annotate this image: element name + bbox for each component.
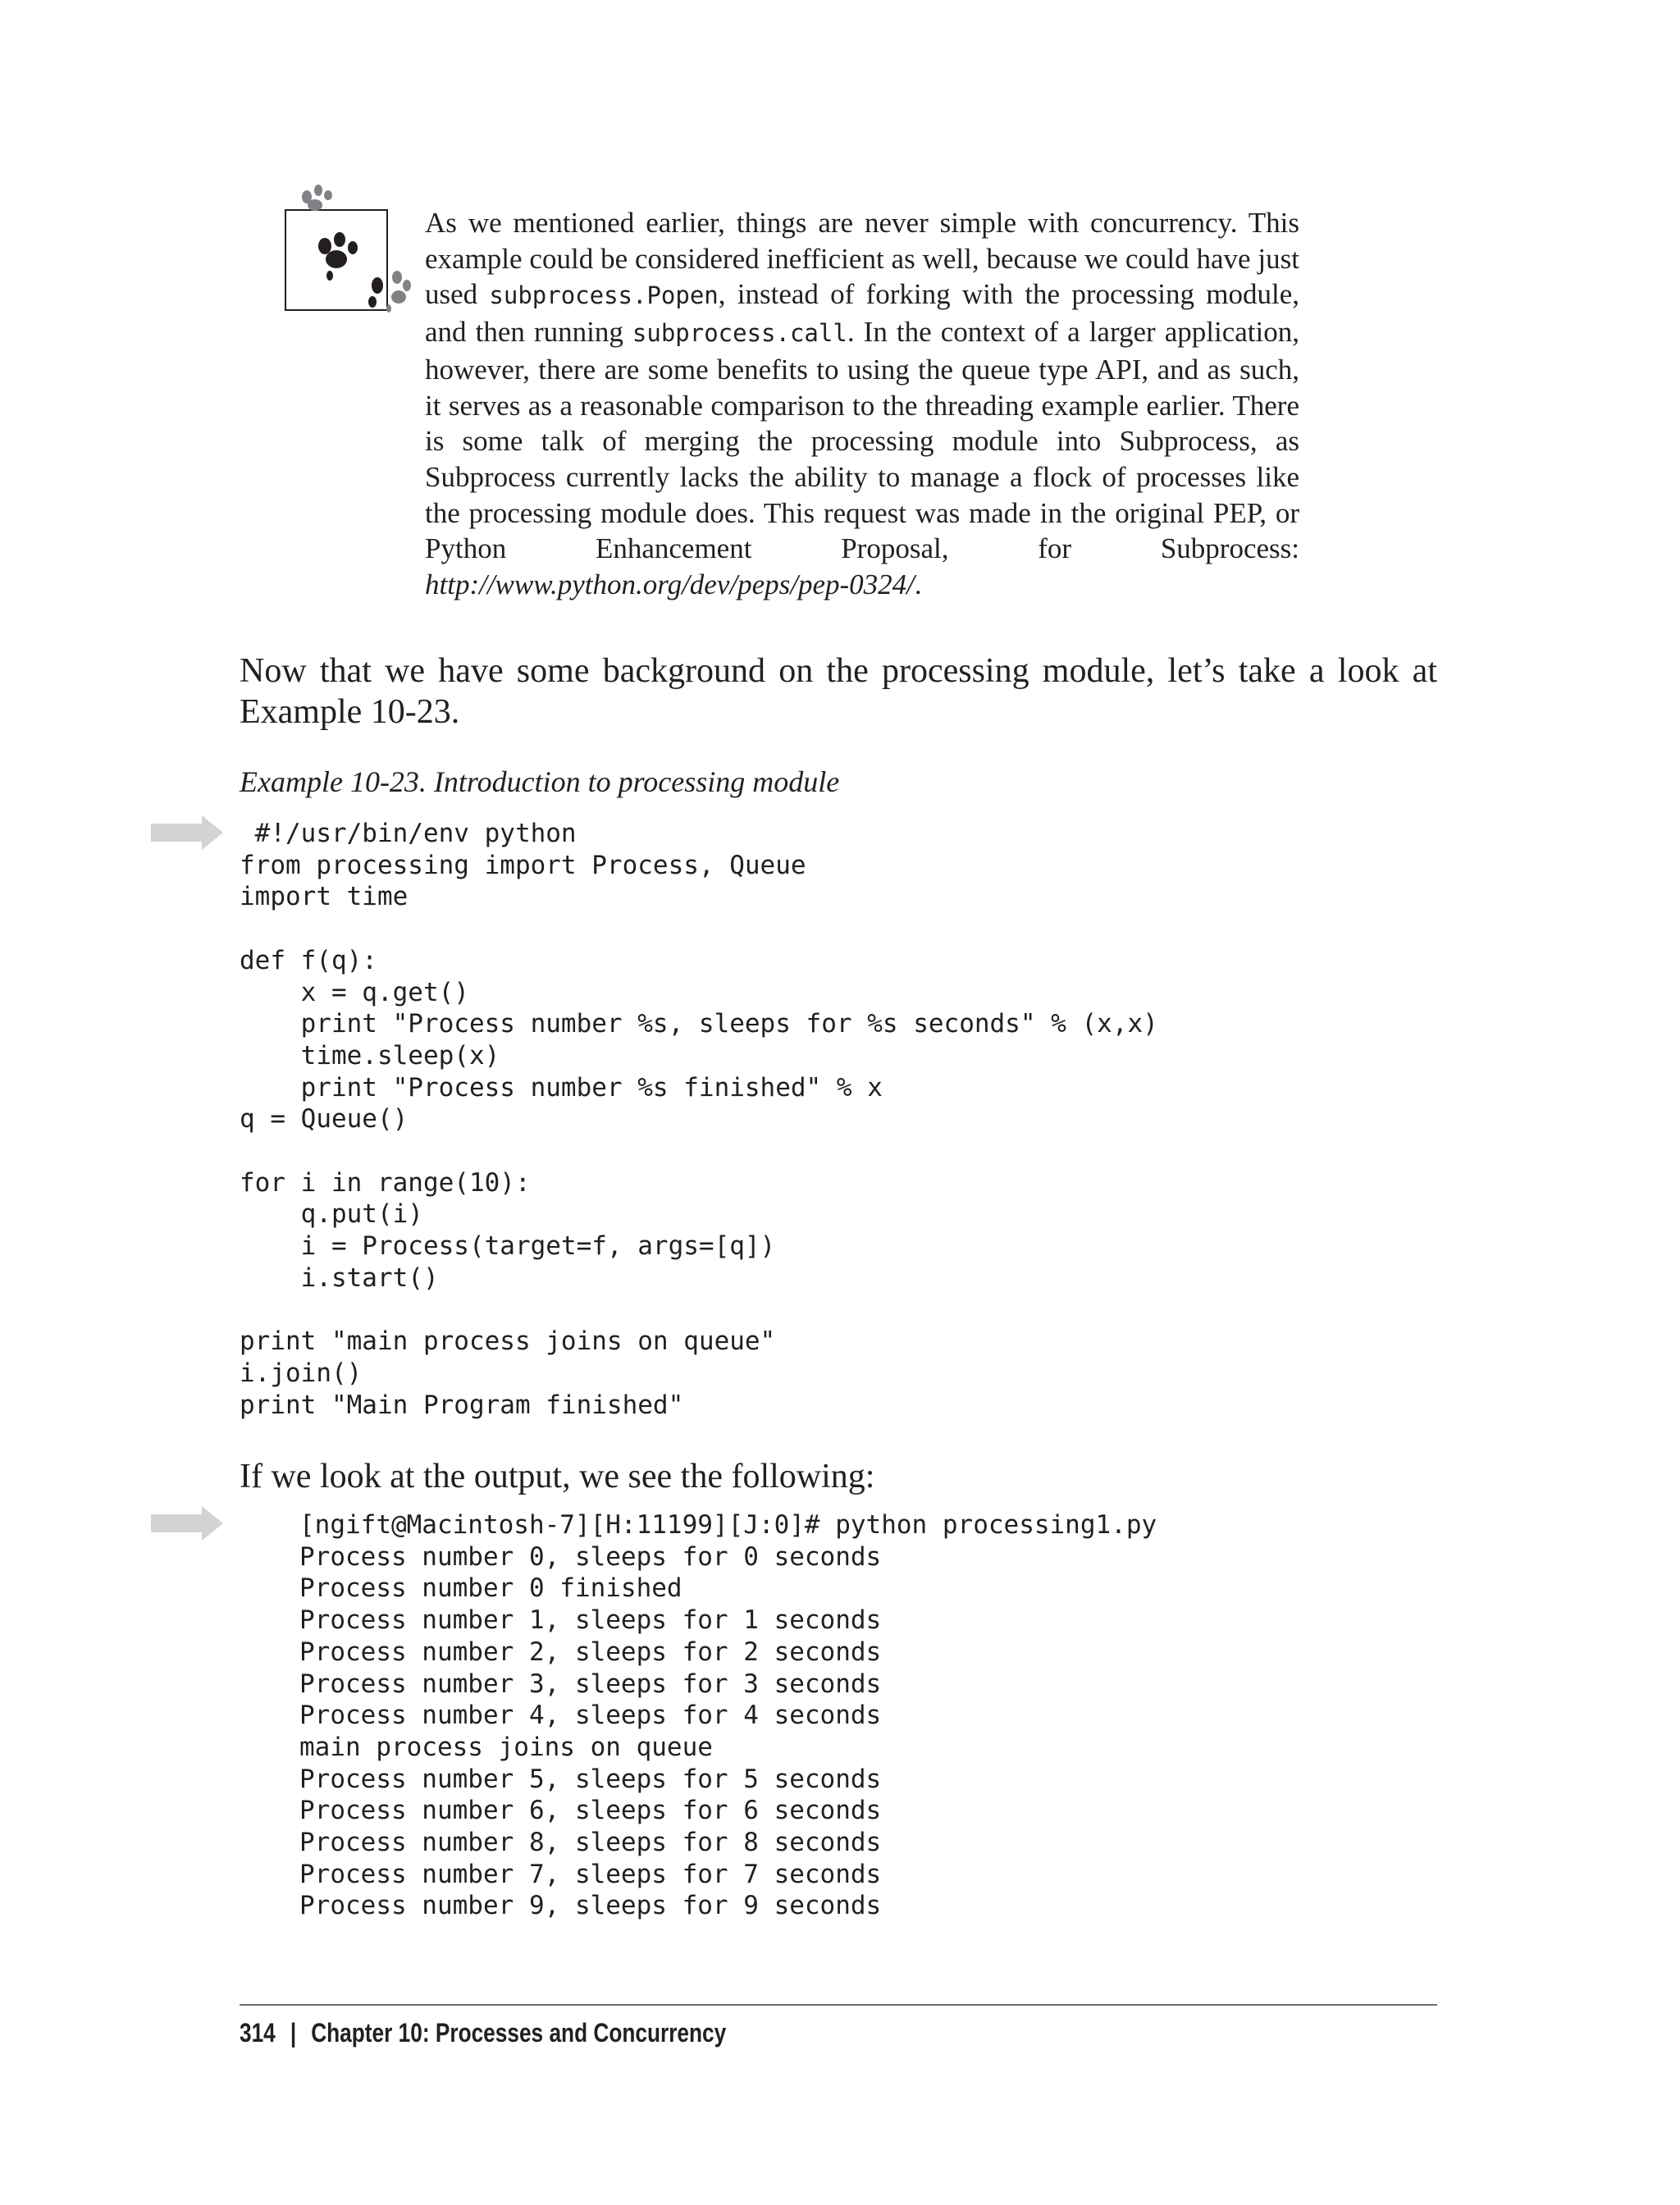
margin-arrow-icon: [151, 1506, 223, 1541]
tip-note: [425, 205, 1299, 603]
tip-text-part: As we mentioned earlier, things are never simple with concurrency. This example could be considered inefficient as well, because we could have just used: [425, 207, 1299, 311]
tip-code-popen: subprocess.Popen: [489, 281, 719, 310]
page-number: 314: [240, 2018, 276, 2048]
tip-text-part: .: [914, 568, 922, 601]
example-code-block: #!/usr/bin/env python from processing import Process, Queue import time def f(q): x = q.get() print "Process number %s, sleeps for %s seconds" % (x,x) time.sleep(x) print "Process number %s finished" % x q = Queue() for i in range(10): q.put(i) i = Process(target=f, args=[q]) i.start() print "main process joins on queue" i.join() print "Main Program finished": [240, 819, 1158, 1420]
footer-rule: [240, 2004, 1437, 2006]
tip-code-call: subprocess.call: [632, 319, 847, 348]
output-code-block: [ngift@Macintosh-7][H:11199][J:0]# python processing1.py Process number 0, sleeps for 0 seconds Process number 0 finished Process number 1, sleeps for 1 seconds Process number 2, sleeps for 2 seconds Process number 3, sleeps for 3 seconds Process number 4, sleeps for 4 seconds main process joins on queue Process number 5, sleeps for 5 seconds Process number 6, sleeps for 6 seconds Process number 8, sleeps for 8 seconds Process number 7, sleeps for 7 seconds Process number 9, sleeps for 9 seconds: [299, 1510, 1157, 1921]
page-footer: [240, 2018, 726, 2048]
tip-text-part: , instead of forking with the processing module, and then running: [425, 278, 1299, 349]
tip-text-part: . In the context of a larger application, however, there are some benefits to using the queue type API, and as such, it serves as a reasonable comparison to the threading example earlier. There is some talk of merging the processing module into Subprocess, as Subprocess currently lacks the ability to manage a flock of processes like the processing module does. This request was made in the original PEP, or Python Enhancement Proposal, for Subprocess:: [425, 316, 1299, 565]
output-intro: If we look at the output, we see the following:: [240, 1458, 875, 1495]
example-caption: Example 10-23. Introduction to processing module: [240, 765, 840, 798]
pep-link[interactable]: http://www.python.org/dev/peps/pep-0324/: [425, 568, 915, 601]
footer-separator: |: [290, 2018, 297, 2048]
raccoon-tracks-icon: [282, 179, 422, 322]
chapter-title: Chapter 10: Processes and Concurrency: [311, 2018, 727, 2048]
intro-paragraph: Now that we have some background on the processing module, let’s take a look at Example 10-23.: [240, 652, 1437, 731]
margin-arrow-icon: [151, 815, 223, 850]
